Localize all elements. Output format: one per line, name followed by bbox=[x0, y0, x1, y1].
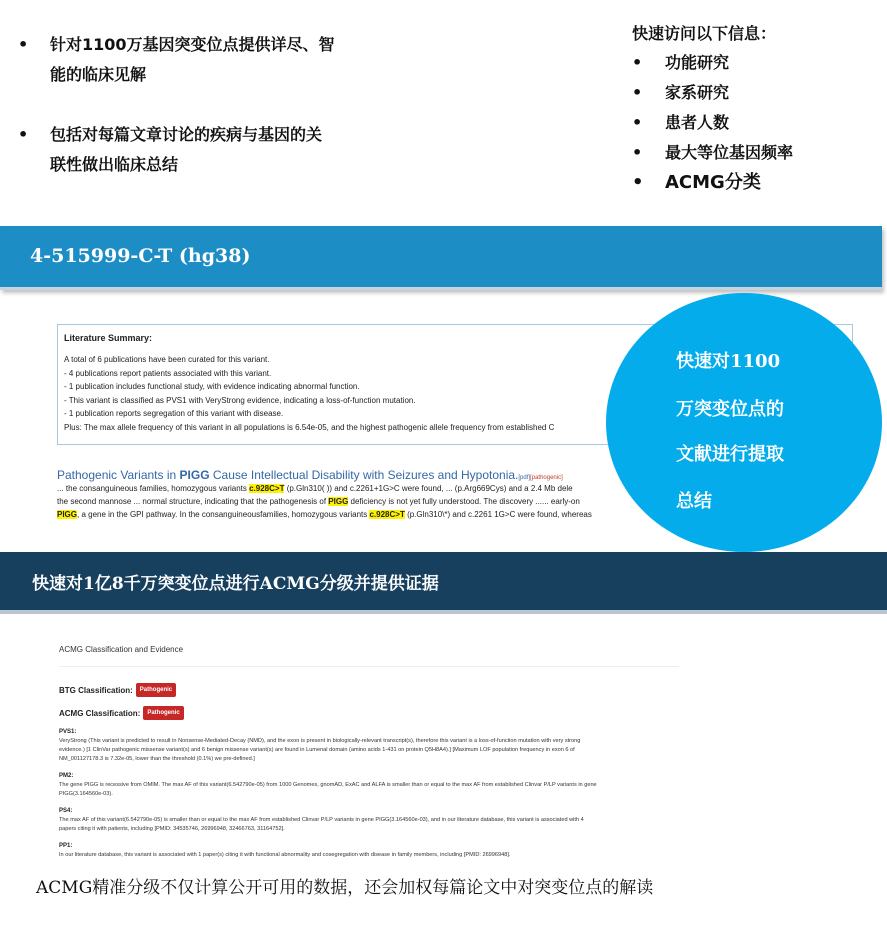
quick-access-title: 快速访问以下信息： bbox=[632, 24, 777, 43]
variant-highlight: c.928C>T bbox=[249, 484, 285, 493]
bullet-icon: • bbox=[18, 35, 29, 54]
variant-label: 4-515999-C-T (hg38) bbox=[30, 245, 251, 267]
acmg-section-title: ACMG Classification and Evidence bbox=[59, 645, 679, 667]
quick-access-item: • 最大等位基因频率 bbox=[632, 138, 882, 168]
literature-summary-title: Literature Summary: bbox=[64, 333, 153, 343]
acmg-classification: ACMG Classification: Pathogenic bbox=[59, 706, 679, 720]
quick-access-item: • 家系研究 bbox=[632, 78, 882, 108]
paper-snippet-line: PIGG, a gene in the GPI pathway. In the consanguineousfamilies, homozygous variants c.928C>T (p.Gln310\*) and c.2261 1G>C were found, whereas bbox=[57, 510, 592, 519]
footer-caption: ACMG精准分级不仅计算公开可用的数据，还会加权每篇论文中对突变位点的解读 bbox=[36, 878, 654, 898]
bullet-icon: • bbox=[632, 113, 643, 132]
paper-snippet-line: the second mannose ... normal structure, indicating that the pathogenesis of PIGG deficiency is not yet fully understood. The discovery ...... early-on bbox=[57, 497, 580, 506]
feature-item bbox=[18, 30, 398, 90]
bullet-icon: • bbox=[632, 53, 643, 72]
feature-list-left bbox=[18, 30, 398, 180]
literature-callout-bubble bbox=[606, 293, 882, 552]
quick-access-item: • ACMG分类 bbox=[632, 168, 882, 198]
bullet-icon: • bbox=[632, 83, 643, 102]
literature-line: Plus: The max allele frequency of this variant in all populations is 6.54e-05, and the highest pathogenic allele frequency from established C bbox=[64, 422, 555, 432]
feature-text: 针对1100万基因突变位点提供详尽、智 bbox=[50, 35, 335, 54]
variant-highlight: c.928C>T bbox=[369, 510, 405, 519]
status-badge: Pathogenic bbox=[143, 706, 183, 720]
bubble-text: 万突变位点的 bbox=[676, 399, 784, 420]
bubble-text: 快速对1100 bbox=[676, 351, 781, 372]
bullet-icon: • bbox=[18, 125, 29, 144]
criterion-pvs1: PVS1: VeryStrong (This variant is predicted to result in Nonsense-Mediated-Decay (NMD), and the exon is present in biologically-relevant transcript(s), therefore this variant is a loss-of-function mutation with very strong evidence.) [1 ClinVar pathogenic missense variant(s) and 6 benign missense variant(s) are found in Lumenal domain (amino acids 1-431 on protein Q5H8A4).] [Maximum LOF population frequency in exon 6 of NM_001127178.3 is 7.32e-05, lower than the threshold (0.1%) we pre-defined.] bbox=[59, 729, 581, 762]
feature-text: 能的临床见解 bbox=[50, 65, 147, 84]
quick-access-item: • 患者人数 bbox=[632, 108, 882, 138]
acmg-banner bbox=[0, 552, 887, 614]
acmg-evidence-panel bbox=[59, 645, 679, 860]
literature-line: - 1 publication includes functional study, with evidence indicating abnormal function. bbox=[64, 382, 360, 391]
quick-access-list bbox=[632, 20, 882, 198]
quick-access-item: • 功能研究 bbox=[632, 48, 882, 78]
feature-item bbox=[18, 120, 398, 180]
literature-line: - This variant is classified as PVS1 with VeryStrong evidence, indicating a loss-of-function mutation. bbox=[64, 395, 416, 405]
criterion-ps4: PS4: The max AF of this variant(6.542790e-05) is smaller than or equal to the max AF from established Clinvar P/LP variants in gene PIGG(3.164560e-03), and in our literature database, this variant is associated with 4 papers citing it with patients, including [PMID: 34535746, 26996948, 32466763, 31164752]. bbox=[59, 808, 584, 832]
status-badge: Pathogenic bbox=[136, 683, 176, 697]
literature-line: - 4 publications report patients associated with this variant. bbox=[64, 368, 272, 378]
feature-text: 联性做出临床总结 bbox=[50, 155, 179, 174]
literature-line: A total of 6 publications have been curated for this variant. bbox=[64, 355, 270, 364]
feature-text: 包括对每篇文章讨论的疾病与基因的关 bbox=[50, 125, 323, 144]
pdf-link[interactable]: [pdf] bbox=[518, 475, 531, 481]
literature-line: - 1 publication reports segregation of this variant with disease. bbox=[64, 409, 284, 418]
paper-title-link[interactable]: Pathogenic Variants in PIGG Cause Intellectual Disability with Seizures and Hypotonia.[pdf][pathogenic] bbox=[57, 468, 563, 482]
btg-classification: BTG Classification: Pathogenic bbox=[59, 683, 679, 697]
criterion-pm2: PM2: The gene PIGG is recessive from OMIM. The max AF of this variant(6.542790e-05) from 1000 Genomes, gnomAD, ExAC and ALFA is smaller than or equal to the max AF from established Clinvar P/LP variants in gene PIGG(3.164560e-03). bbox=[59, 773, 597, 797]
paper-result bbox=[57, 468, 697, 521]
acmg-banner-label: 快速对1亿8千万突变位点进行ACMG分级并提供证据 bbox=[32, 574, 439, 594]
gene-highlight: PIGG bbox=[57, 510, 78, 519]
pathogenic-tag: [pathogenic] bbox=[530, 475, 563, 481]
bubble-text: 总结 bbox=[676, 491, 712, 512]
paper-snippet-line: ... the consanguineous families, homozygous variants c.928C>T (p.Gln310( )) and c.2261+1G>C were found, ... (p.Arg669Cys) and a 2.4 Mb dele bbox=[57, 484, 573, 493]
bubble-text: 文献进行提取 bbox=[676, 444, 784, 465]
criterion-pp1: PP1: In our literature database, this variant is associated with 1 paper(s) citing it with functional abnormality and cosegregation with disease in family members, including [PMID: 26996948]. bbox=[59, 843, 511, 858]
bullet-icon: • bbox=[632, 172, 644, 193]
gene-highlight: PIGG bbox=[328, 497, 349, 506]
bullet-icon: • bbox=[632, 143, 643, 162]
variant-banner bbox=[0, 226, 882, 290]
